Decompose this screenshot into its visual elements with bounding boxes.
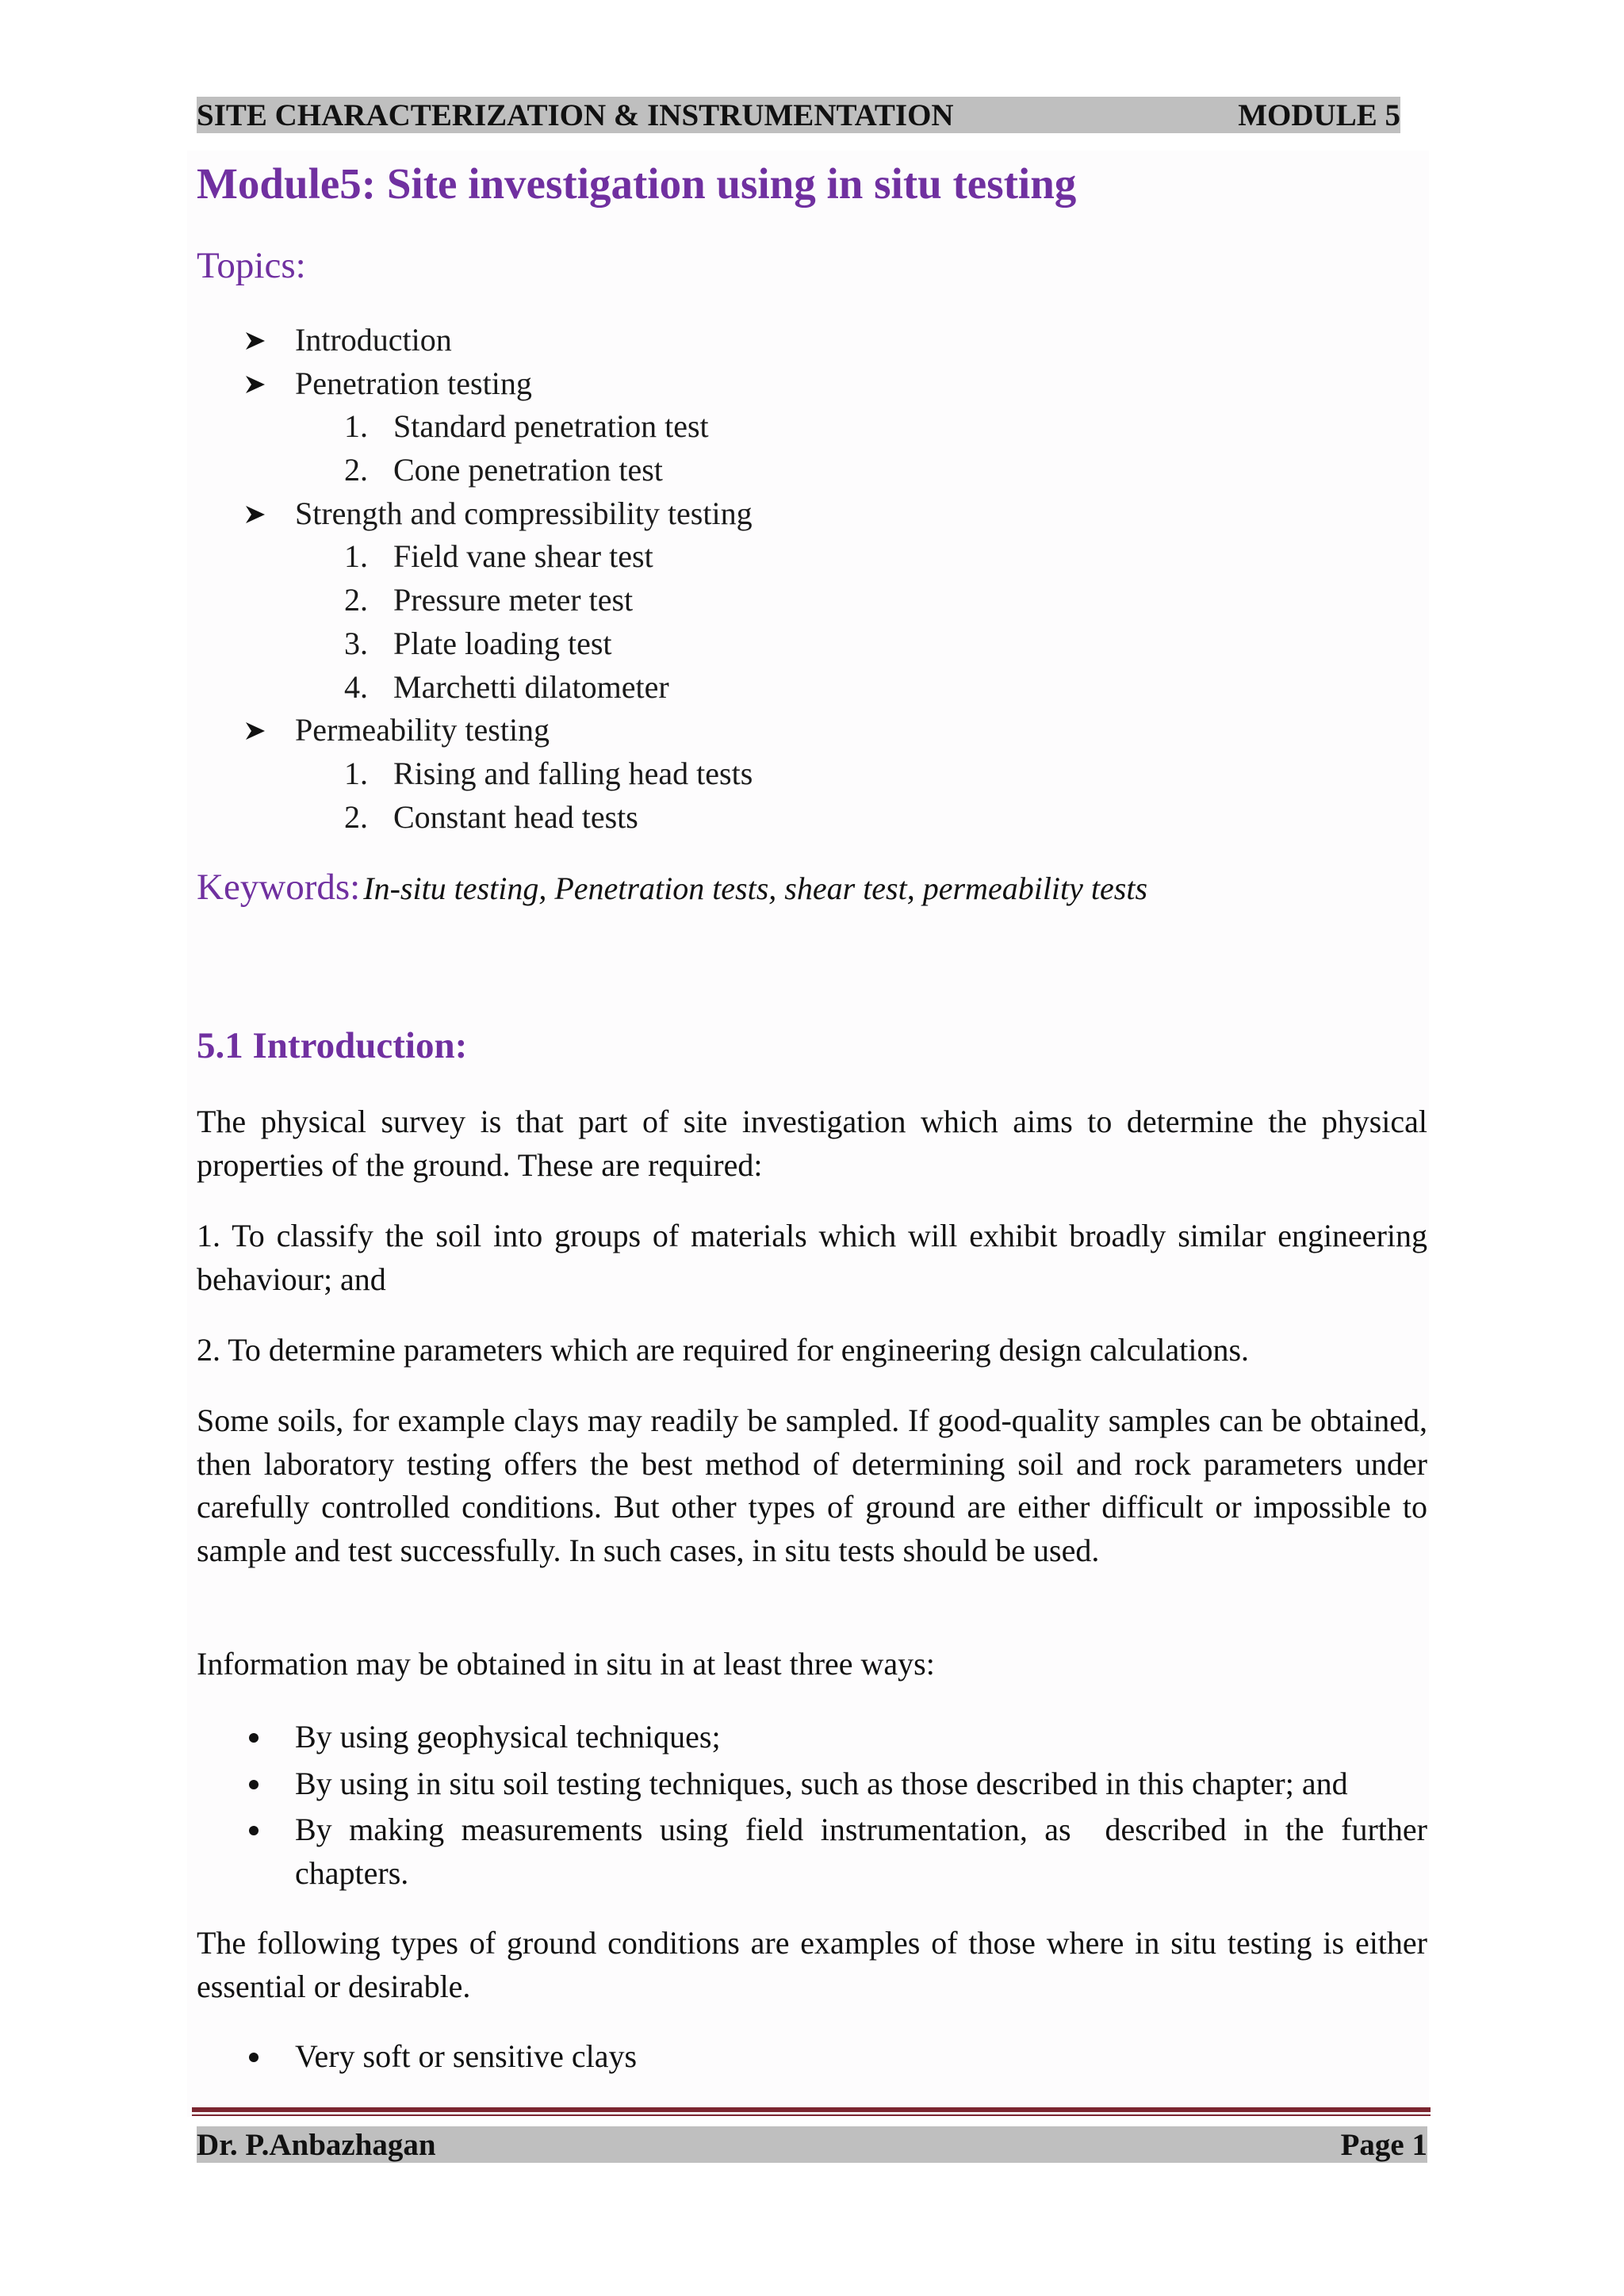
list-item-text: By making measurements using field instrumentation, as described in the further chapters. <box>295 1812 1427 1891</box>
bullet-icon <box>249 2053 259 2062</box>
arrow-bullet-icon <box>244 362 266 396</box>
list-item <box>197 1808 1427 1895</box>
list-item-text: By using in situ soil testing techniques, such as those described in this chapter; and <box>295 1765 1348 1801</box>
subtopic-number: 4. <box>344 668 368 705</box>
topic-text: Strength and compressibility testing <box>295 495 753 531</box>
subtopic-number: 2. <box>344 452 368 488</box>
subtopic-text: Marchetti dilatometer <box>393 668 669 705</box>
bullet-icon <box>249 1733 259 1743</box>
bullet-icon <box>249 1780 259 1789</box>
topics-label: Topics: <box>197 245 306 286</box>
subtopic-text: Rising and falling head tests <box>393 755 753 791</box>
subtopic-item <box>197 796 1426 840</box>
header-module-label: MODULE 5 <box>1238 98 1400 132</box>
subtopic-number: 3. <box>344 625 368 661</box>
subtopic-item <box>197 752 1426 796</box>
subtopic-number: 2. <box>344 582 368 618</box>
paragraph: Some soils, for example clays may readily be sampled. If good-quality samples can be obtained, then laboratory testing offers the best method of determining soil and rock parameters under carefully controlled conditions. But other types of ground are either difficult or impossible to sample and test successfully. In such cases, in situ tests should be used. <box>197 1402 1427 1568</box>
keywords-line <box>197 866 1147 909</box>
topic-text: Penetration testing <box>295 365 532 401</box>
arrow-bullet-icon <box>244 709 266 742</box>
paragraph: Information may be obtained in situ in at least three ways: <box>197 1646 935 1682</box>
footer-page-number: Page 1 <box>1340 2128 1427 2162</box>
subtopic-item <box>197 579 1426 622</box>
subtopic-item <box>197 666 1426 710</box>
topic-item <box>197 319 1426 362</box>
subtopic-item <box>197 405 1426 449</box>
paragraph: The physical survey is that part of site investigation which aims to determine the physical properties of the ground. These are required: <box>197 1104 1427 1183</box>
paragraph: The following types of ground conditions are examples of those where in situ testing is either essential or desirable. <box>197 1925 1427 2004</box>
bullet-icon <box>249 1826 259 1835</box>
page-title: Module5: Site investigation using in situ testing <box>197 159 1077 208</box>
subtopic-number: 1. <box>344 408 368 445</box>
list-item <box>197 1762 1427 1806</box>
subtopic-item <box>197 449 1426 492</box>
list-item <box>197 1716 1427 1759</box>
topics-list <box>197 319 1426 839</box>
ways-list <box>197 1716 1427 1895</box>
subtopic-text: Standard penetration test <box>393 408 709 445</box>
topic-text: Introduction <box>295 322 452 358</box>
section-heading: 5.1 Introduction: <box>197 1025 468 1066</box>
arrow-bullet-icon <box>244 492 266 526</box>
subtopic-text: Pressure meter test <box>393 582 634 618</box>
keywords-value: In-situ testing, Penetration tests, shear test, permeability tests <box>363 871 1148 906</box>
conditions-list <box>197 2035 1427 2079</box>
footer-rule-thin <box>192 2114 1431 2116</box>
keywords-label: Keywords: <box>197 867 361 908</box>
subtopic-text: Cone penetration test <box>393 452 663 488</box>
subtopic-item <box>197 535 1426 579</box>
list-item <box>197 2035 1427 2079</box>
topic-text: Permeability testing <box>295 712 550 748</box>
paragraph: 1. To classify the soil into groups of materials which will exhibit broadly similar engineering behaviour; and <box>197 1218 1427 1297</box>
list-item-text: By using geophysical techniques; <box>295 1719 721 1755</box>
subtopic-number: 1. <box>344 538 368 575</box>
subtopic-text: Plate loading test <box>393 625 612 661</box>
topic-item <box>197 492 1426 536</box>
subtopic-number: 2. <box>344 798 368 835</box>
topic-item <box>197 709 1426 752</box>
subtopic-item <box>197 622 1426 666</box>
subtopic-text: Constant head tests <box>393 798 638 835</box>
footer-author: Dr. P.Anbazhagan <box>197 2128 436 2162</box>
header-course-title: SITE CHARACTERIZATION & INSTRUMENTATION <box>197 98 954 132</box>
paragraph: 2. To determine parameters which are required for engineering design calculations. <box>197 1332 1250 1368</box>
subtopic-text: Field vane shear test <box>393 538 653 575</box>
subtopic-number: 1. <box>344 755 368 791</box>
footer-rule <box>192 2107 1431 2112</box>
topic-item <box>197 362 1426 406</box>
arrow-bullet-icon <box>244 319 266 352</box>
list-item-text: Very soft or sensitive clays <box>295 2038 638 2074</box>
